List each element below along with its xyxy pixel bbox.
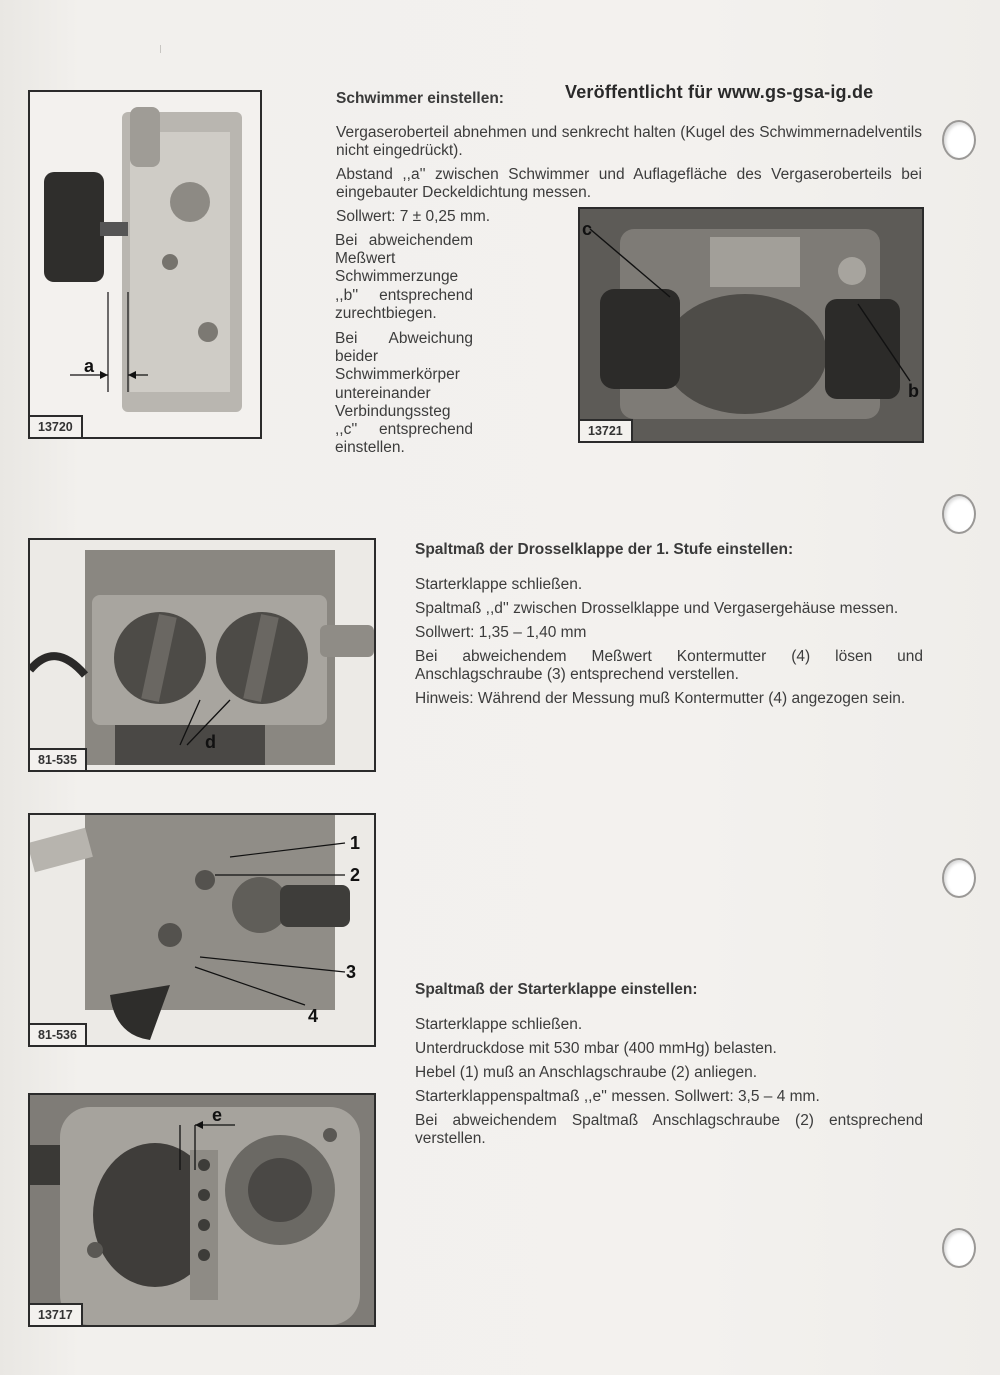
punch-hole-1 <box>942 120 976 160</box>
callout-b: b <box>908 381 919 401</box>
section1-paragraph-3: Bei abweichendem Meßwert Schwimmerzunge ,,b'' entsprechend zurechtbiegen. <box>335 232 473 322</box>
throttle-valve-photo <box>30 540 374 770</box>
section1-sollwert: Sollwert: 7 ± 0,25 mm. <box>336 208 491 225</box>
section3-paragraph-2: Unterdruckdose mit 530 mbar (400 mmHg) belasten. <box>415 1040 777 1057</box>
choke-linkage-photo <box>30 815 374 1045</box>
watermark: Veröffentlicht für www.gs-gsa-ig.de <box>565 82 874 102</box>
float-top-photo <box>580 209 922 441</box>
callout-d: d <box>205 732 216 752</box>
section-heading-starterklappe: Spaltmaß der Starterklappe einstellen: <box>415 981 698 998</box>
callout-e: e <box>212 1105 223 1125</box>
punch-hole-2 <box>942 494 976 534</box>
figure-label-81-535: 81-535 <box>30 748 87 770</box>
section1-paragraph-2: Abstand ,,a'' zwischen Schwimmer und Auflagefläche des Vergaseroberteils bei eingebauter Deckeldichtung messen. <box>336 166 922 201</box>
callout-1: 1 <box>350 833 361 853</box>
punch-hole-4 <box>942 1228 976 1268</box>
section2-paragraph-5: Hinweis: Während der Messung muß Kontermutter (4) angezogen sein. <box>415 690 906 707</box>
callout-3: 3 <box>346 962 357 982</box>
section3-paragraph-3: Hebel (1) muß an Anschlagschraube (2) anliegen. <box>415 1064 758 1081</box>
section2-paragraph-3: Sollwert: 1,35 – 1,40 mm <box>415 624 587 641</box>
callout-4: 4 <box>308 1006 319 1026</box>
section-heading-drosselklappe: Spaltmaß der Drosselklappe der 1. Stufe einstellen: <box>415 541 794 558</box>
callout-2: 2 <box>350 865 361 885</box>
float-chamber-photo <box>30 92 260 437</box>
section3-text <box>415 1016 923 1154</box>
figure-13717 <box>28 1093 376 1327</box>
section3-paragraph-1: Starterklappe schließen. <box>415 1016 583 1033</box>
section1-paragraph-1: Vergaseroberteil abnehmen und senkrecht halten (Kugel des Schwimmernadelventils nicht eingedrückt). <box>336 124 922 159</box>
figure-label-81-536: 81-536 <box>30 1023 87 1045</box>
callout-a: a <box>84 356 95 376</box>
section2-paragraph-2: Spaltmaß ,,d'' zwischen Drosselklappe und Vergasergehäuse messen. <box>415 600 899 617</box>
figure-81-535 <box>28 538 376 772</box>
choke-gap-photo <box>30 1095 374 1325</box>
figure-label-13717: 13717 <box>30 1303 83 1325</box>
section3-paragraph-4: Starterklappenspaltmaß ,,e'' messen. Sollwert: 3,5 – 4 mm. <box>415 1088 820 1105</box>
callout-c: c <box>582 219 593 239</box>
figure-label-13720: 13720 <box>30 415 83 437</box>
figure-label-13721: 13721 <box>580 419 633 441</box>
section-heading-schwimmer: Schwimmer einstellen: <box>336 90 504 107</box>
top-margin-mark <box>160 45 161 53</box>
punch-hole-3 <box>942 858 976 898</box>
section1-text-narrow <box>335 232 473 464</box>
section2-text <box>415 576 923 714</box>
section2-paragraph-1: Starterklappe schließen. <box>415 576 583 593</box>
figure-13721 <box>578 207 924 443</box>
figure-13720 <box>28 90 262 439</box>
section3-paragraph-5: Bei abweichendem Spaltmaß Anschlagschraube (2) entsprechend verstellen. <box>415 1112 923 1147</box>
section2-paragraph-4: Bei abweichendem Meßwert Kontermutter (4) lösen und Anschlagschraube (3) entsprechend verstellen. <box>415 648 923 683</box>
figure-81-536 <box>28 813 376 1047</box>
section1-paragraph-4: Bei Abweichung beider Schwimmerkörper untereinander Verbindungssteg ,,c'' entsprechend einstellen. <box>335 330 473 457</box>
